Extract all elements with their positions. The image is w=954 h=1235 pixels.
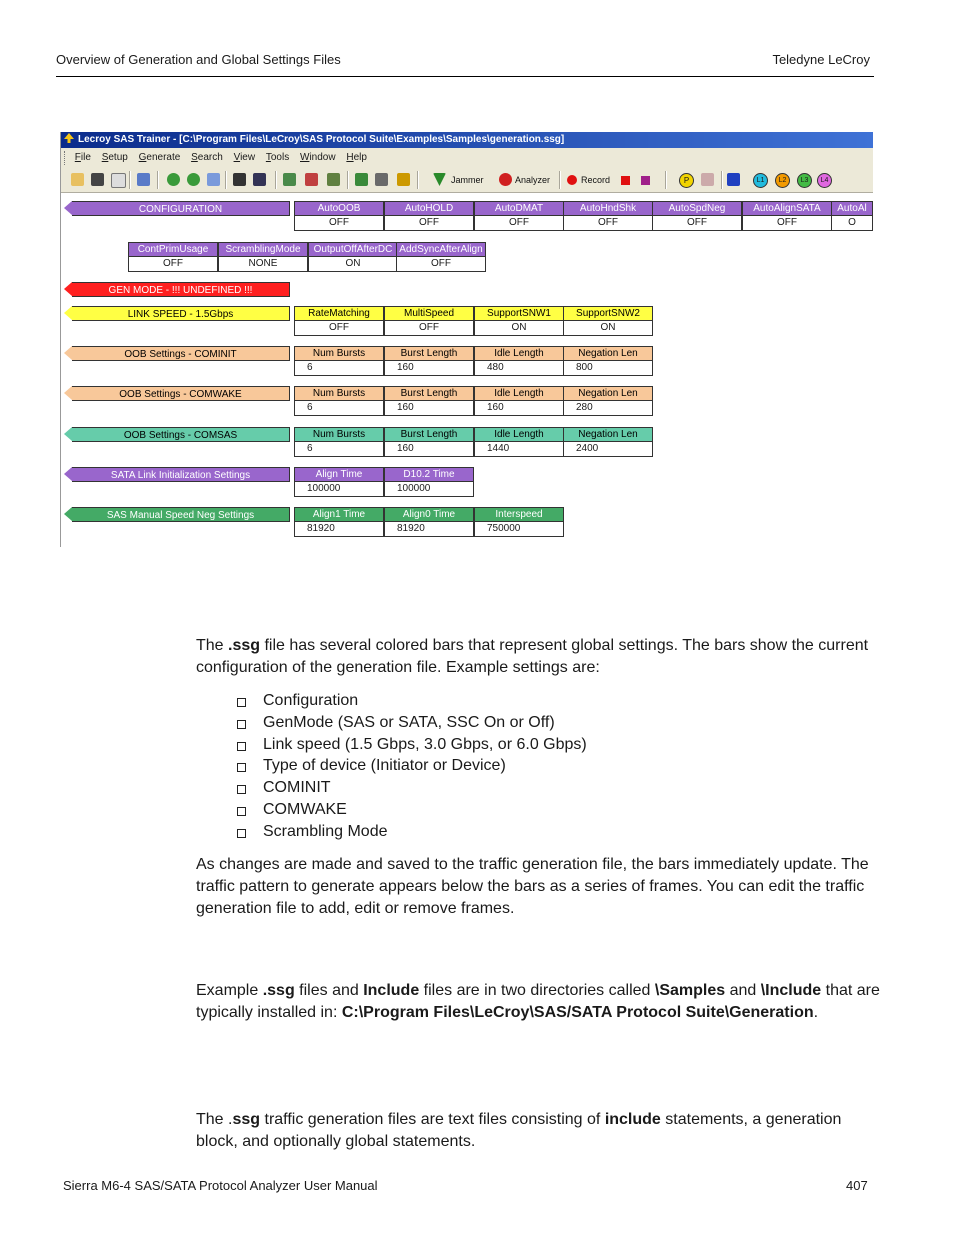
setting-name: Negation Len	[563, 427, 653, 442]
paragraph-format: The .ssg traffic generation files are text files consisting of include statements, a generation block, and optionally global statements.	[196, 1111, 842, 1150]
setting-value[interactable]: 100000	[294, 482, 384, 497]
setting-name: Align1 Time	[294, 507, 384, 522]
trainer-screenshot	[60, 132, 873, 547]
setting-name: Idle Length	[474, 386, 564, 401]
settings-bar-oob-settings-comwake[interactable]	[64, 386, 290, 401]
jammer-label[interactable]: Jammer	[451, 175, 484, 185]
layout-icon[interactable]	[727, 173, 740, 186]
link4-icon[interactable]: L4	[817, 173, 832, 188]
record-label[interactable]: Record	[581, 175, 611, 185]
menu-bar	[61, 148, 873, 168]
setting-value[interactable]: 6	[294, 442, 384, 457]
save-icon[interactable]	[91, 173, 104, 186]
link3-icon[interactable]: L3	[797, 173, 812, 188]
stop-icon[interactable]	[621, 176, 630, 185]
setting-value[interactable]: 160	[384, 401, 474, 416]
list-item: Configuration	[237, 690, 587, 712]
settings-bar-configuration[interactable]	[64, 201, 290, 216]
paragraph-updates: As changes are made and saved to the traffic generation file, the bars immediately update. The traffic pattern to generate appears below the bars as a series of frames. You can edit the traffic generation file to add, edit or remove frames.	[196, 856, 869, 917]
grip-handle	[64, 151, 68, 165]
setting-value[interactable]: 160	[474, 401, 564, 416]
setting-name: Burst Length	[384, 427, 474, 442]
toolbar	[61, 168, 873, 193]
menu-view[interactable]: View	[233, 152, 256, 163]
setting-value[interactable]: ON	[563, 321, 653, 336]
tool-c-icon[interactable]	[327, 173, 340, 186]
setting-value[interactable]: OFF	[396, 257, 486, 272]
setting-value[interactable]: OFF	[474, 216, 564, 231]
app-icon	[64, 133, 74, 143]
p-icon[interactable]: P	[679, 173, 694, 188]
setting-name: AddSyncAfterAlign	[396, 242, 486, 257]
edit-icon[interactable]	[111, 173, 126, 188]
link2-icon[interactable]: L2	[775, 173, 790, 188]
settings-bar-sas-manual-speed-neg-settings[interactable]	[64, 507, 290, 522]
setting-value[interactable]: ON	[474, 321, 564, 336]
menu-search[interactable]: Search	[191, 152, 223, 163]
tool-d-icon[interactable]	[355, 173, 368, 186]
setting-name: SupportSNW2	[563, 306, 653, 321]
setting-value[interactable]: OFF	[742, 216, 832, 231]
menu-tools[interactable]: Tools	[265, 152, 290, 163]
zoom-in-icon[interactable]	[167, 173, 180, 186]
menu-file[interactable]: File	[74, 152, 91, 163]
setting-value[interactable]: 100000	[384, 482, 474, 497]
menu-setup[interactable]: Setup	[101, 152, 128, 163]
setting-value[interactable]: 160	[384, 361, 474, 376]
settings-canvas	[61, 193, 873, 547]
setting-value[interactable]: ON	[308, 257, 398, 272]
fit-icon[interactable]	[207, 173, 220, 186]
menu-help[interactable]: Help	[346, 152, 367, 163]
settings-bar-label: CONFIGURATION	[138, 204, 223, 215]
setting-name: AutoDMAT	[474, 201, 564, 216]
setting-name: AutoAlignSATA	[742, 201, 832, 216]
setting-name: Idle Length	[474, 346, 564, 361]
setting-value[interactable]: O	[831, 216, 873, 231]
settings-bar-oob-settings-cominit[interactable]	[64, 346, 290, 361]
settings-bar-label: SAS Manual Speed Neg Settings	[106, 510, 255, 521]
menu-generate[interactable]: Generate	[138, 152, 181, 163]
setting-name: AutoHOLD	[384, 201, 474, 216]
zoom-out-icon[interactable]	[187, 173, 200, 186]
setting-value[interactable]: OFF	[652, 216, 742, 231]
settings-bar-label: OOB Settings - COMSAS	[123, 430, 238, 441]
tool-f-icon[interactable]	[397, 173, 410, 186]
setting-name: MultiSpeed	[384, 306, 474, 321]
setting-name: Align Time	[294, 467, 384, 482]
settings-bar-label: SATA Link Initialization Settings	[110, 470, 251, 481]
record-icon[interactable]	[567, 175, 577, 185]
footer-page-number: 407	[846, 1178, 868, 1193]
setting-value[interactable]: NONE	[218, 257, 308, 272]
setting-name: Idle Length	[474, 427, 564, 442]
setting-name: OutputOffAfterDC	[308, 242, 398, 257]
setting-name: ContPrimUsage	[128, 242, 218, 257]
list-item: COMINIT	[237, 777, 587, 799]
settings-bar-sata-link-initialization-settings[interactable]	[64, 467, 290, 482]
setting-name: Align0 Time	[384, 507, 474, 522]
paragraph-locations: Example .ssg files and Include files are in two directories called \Samples and \Include that are typically installed in: C:\Program Files\LeCroy\SAS/SATA Protocol Suite\Generation.	[196, 982, 880, 1021]
tool-e-icon[interactable]	[375, 173, 388, 186]
setting-name: Num Bursts	[294, 386, 384, 401]
open-icon[interactable]	[71, 173, 84, 186]
find-icon[interactable]	[233, 173, 246, 186]
setting-value[interactable]: 1440	[474, 442, 564, 457]
setting-value[interactable]: OFF	[294, 216, 384, 231]
setting-value[interactable]: OFF	[563, 216, 653, 231]
list-item: Scrambling Mode	[237, 821, 587, 843]
running-header-title: Overview of Generation and Global Settings Files	[56, 52, 341, 67]
setting-name: Interspeed	[474, 507, 564, 522]
settings-bar-label: OOB Settings - COMWAKE	[119, 389, 242, 400]
paragraph-intro: The .ssg file has several colored bars that represent global settings. The bars show the current configuration of the generation file. Example settings are:	[196, 637, 869, 676]
list-item: COMWAKE	[237, 799, 587, 821]
find-next-icon[interactable]	[253, 173, 266, 186]
settings-bar-label: LINK SPEED - 1.5Gbps	[127, 309, 234, 320]
setting-value[interactable]: OFF	[384, 321, 474, 336]
setting-value[interactable]: 800	[563, 361, 653, 376]
setting-name: ScramblingMode	[218, 242, 308, 257]
setting-value[interactable]: 280	[563, 401, 653, 416]
setting-name: D10.2 Time	[384, 467, 474, 482]
pause-icon[interactable]	[641, 176, 650, 185]
footer-manual-title: Sierra M6-4 SAS/SATA Protocol Analyzer User Manual	[63, 1178, 378, 1193]
setting-name: Burst Length	[384, 346, 474, 361]
settings-list	[237, 690, 587, 843]
setting-name: Negation Len	[563, 346, 653, 361]
grid-icon[interactable]	[137, 173, 150, 186]
analyzer-label[interactable]: Analyzer	[515, 175, 551, 185]
setting-name: AutoOOB	[294, 201, 384, 216]
tool-b-icon[interactable]	[305, 173, 318, 186]
setting-name: SupportSNW1	[474, 306, 564, 321]
setting-name: Num Bursts	[294, 427, 384, 442]
setting-name: AutoAl	[831, 201, 873, 216]
setting-value[interactable]: 6	[294, 401, 384, 416]
menu-window[interactable]: Window	[300, 152, 336, 163]
setting-value[interactable]: 480	[474, 361, 564, 376]
list-item: Link speed (1.5 Gbps, 3.0 Gbps, or 6.0 Gbps)	[237, 734, 587, 756]
settings-bar-link-speed-1-5gbps[interactable]	[64, 306, 290, 321]
setting-name: Burst Length	[384, 386, 474, 401]
settings-bar-label: OOB Settings - COMINIT	[124, 349, 237, 360]
jammer-icon[interactable]	[433, 173, 446, 186]
device-icon[interactable]	[701, 173, 714, 186]
header-rule	[56, 76, 874, 77]
settings-bar-label: GEN MODE - !!! UNDEFINED !!!	[108, 285, 253, 296]
setting-name: RateMatching	[294, 306, 384, 321]
setting-value[interactable]: 160	[384, 442, 474, 457]
setting-value[interactable]: 2400	[563, 442, 653, 457]
setting-name: Num Bursts	[294, 346, 384, 361]
window-title: Lecroy SAS Trainer - [C:\Program Files\LeCroy\SAS Protocol Suite\Examples\Samples\generation.ssg]	[78, 134, 565, 145]
setting-value[interactable]: OFF	[128, 257, 218, 272]
list-item: Type of device (Initiator or Device)	[237, 755, 587, 777]
settings-bar-oob-settings-comsas[interactable]	[64, 427, 290, 442]
setting-name: AutoSpdNeg	[652, 201, 742, 216]
setting-value[interactable]: 81920	[384, 522, 474, 537]
list-item: GenMode (SAS or SATA, SSC On or Off)	[237, 712, 587, 734]
settings-bar-gen-mode-undefined[interactable]	[64, 282, 290, 297]
running-header-company: Teledyne LeCroy	[772, 52, 870, 67]
setting-name: AutoHndShk	[563, 201, 653, 216]
setting-value[interactable]: OFF	[384, 216, 474, 231]
setting-name: Negation Len	[563, 386, 653, 401]
setting-value[interactable]: 6	[294, 361, 384, 376]
link1-icon[interactable]: L1	[753, 173, 768, 188]
setting-value[interactable]: OFF	[294, 321, 384, 336]
window-titlebar	[61, 132, 873, 148]
setting-value[interactable]: 81920	[294, 522, 384, 537]
setting-value[interactable]: 750000	[474, 522, 564, 537]
tool-a-icon[interactable]	[283, 173, 296, 186]
analyzer-icon[interactable]	[499, 173, 512, 186]
